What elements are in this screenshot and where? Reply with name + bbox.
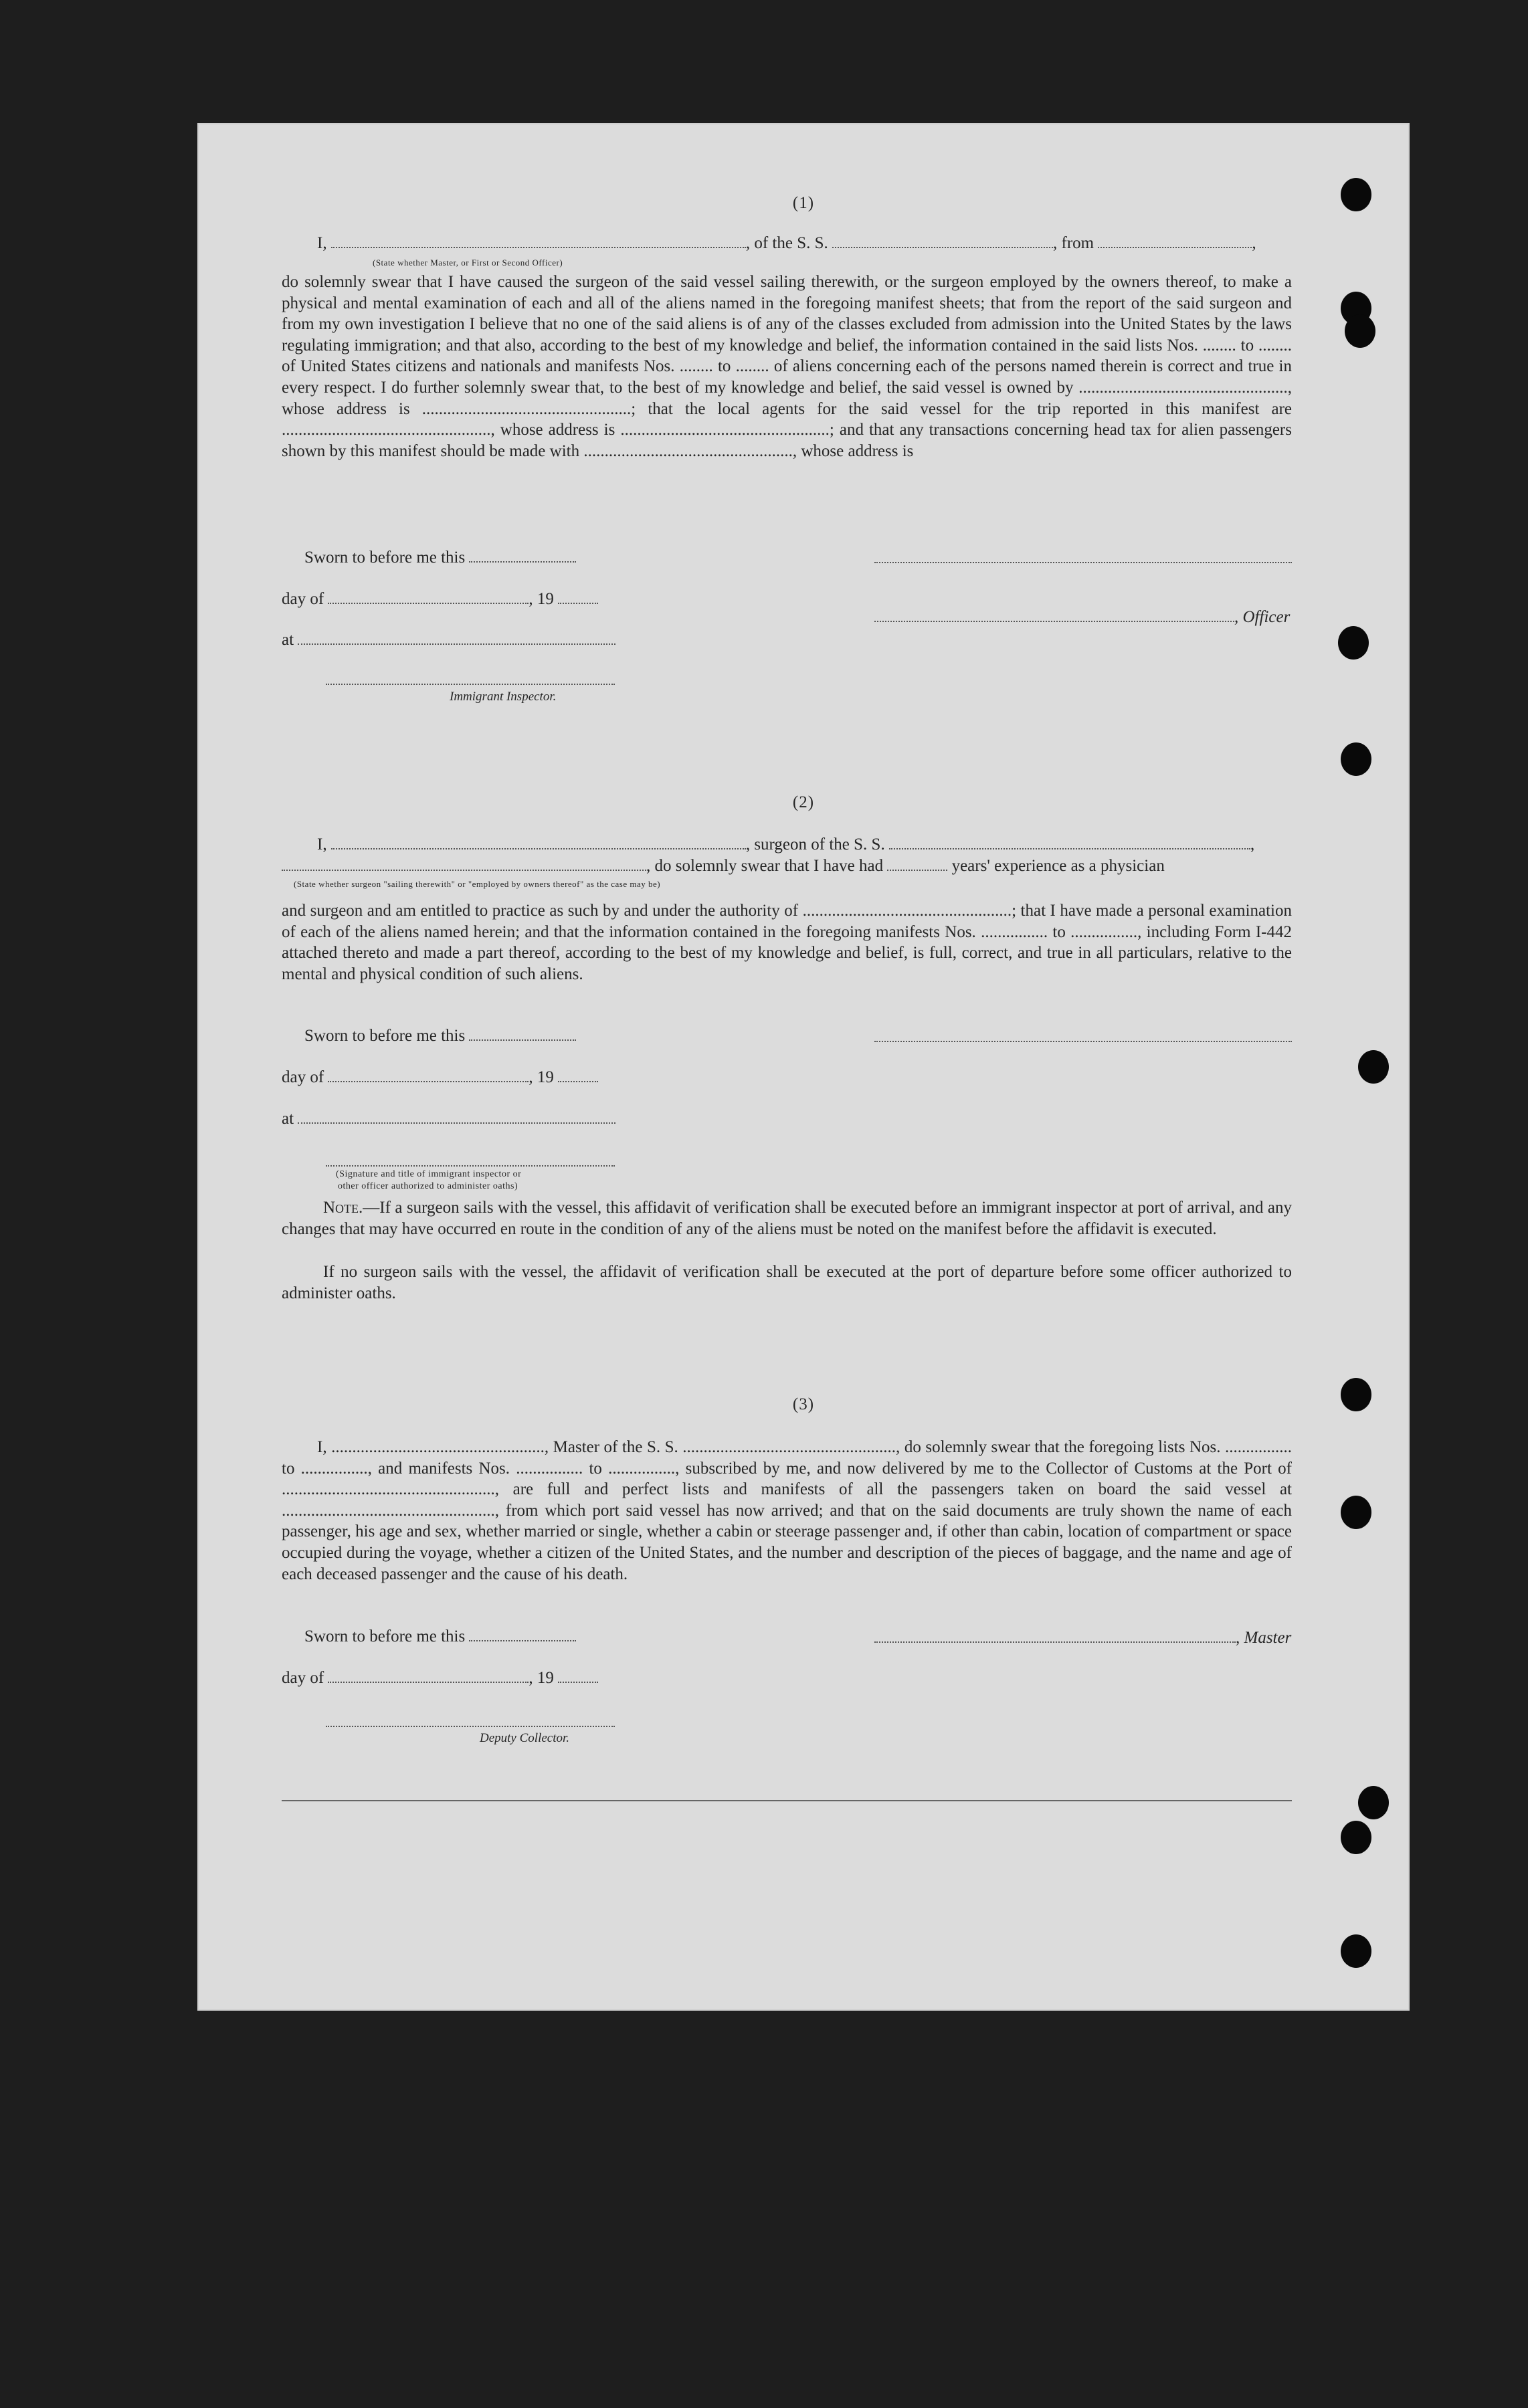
sworn-date-field[interactable] xyxy=(469,548,576,563)
master-signature xyxy=(874,1628,1291,1647)
inspector-signature-line[interactable] xyxy=(326,684,615,685)
at-place-field[interactable] xyxy=(298,630,615,645)
label-swear: , do solemnly swear that I have had xyxy=(646,857,884,875)
collector-signature-line[interactable] xyxy=(326,1726,615,1727)
surgeon-status-field[interactable] xyxy=(282,856,646,871)
at-place-field[interactable] xyxy=(298,1109,615,1124)
label-i: I, xyxy=(317,835,327,854)
day-of-label: day of xyxy=(282,590,324,608)
section-2-oath-text: and surgeon and am entitled to practice as such by and under the authority of ..................................................; that I have made a personal examination of each of the aliens named herein; and that the information contained in the foregoing manifests Nos. ................ to ................, including Form I-442 attached thereto and made a part thereof, according to the best of my knowledge and belief, is full, correct, and true in all particulars, relative to the mental and physical condition of such aliens. xyxy=(282,902,1292,983)
day-of-label: day of xyxy=(282,1669,324,1687)
section-1-first-line xyxy=(317,233,1256,253)
note-paragraph-1 xyxy=(282,1197,1292,1239)
section-2-day-of xyxy=(282,1068,598,1087)
section-2-first-line xyxy=(317,835,1254,854)
punch-hole xyxy=(1341,178,1371,211)
punch-hole xyxy=(1358,1786,1389,1819)
sworn-date-field[interactable] xyxy=(469,1627,576,1641)
day-of-label: day of xyxy=(282,1068,324,1086)
officer-name-field[interactable] xyxy=(331,233,746,248)
master-signature-line[interactable] xyxy=(874,1628,1236,1643)
comma: , xyxy=(1252,234,1256,252)
year-field[interactable] xyxy=(558,1068,598,1082)
signature-caption-line-1: (Signature and title of immigrant inspector or xyxy=(336,1169,522,1179)
vessel-name-field[interactable] xyxy=(832,233,1053,248)
officer-signature-line-2[interactable] xyxy=(874,607,1234,622)
punch-hole xyxy=(1338,626,1369,660)
inspector-signature-line[interactable] xyxy=(326,1165,615,1167)
punch-hole xyxy=(1341,1496,1371,1529)
punch-hole xyxy=(1345,314,1375,348)
day-of-field[interactable] xyxy=(328,1668,529,1683)
surgeon-status-caption: (State whether surgeon "sailing therewith" or "employed by owners thereof" as the case may be) xyxy=(294,879,661,889)
surgeon-signature-line[interactable] xyxy=(874,1041,1292,1042)
section-1-number: (1) xyxy=(792,194,815,212)
year-label: , 19 xyxy=(529,590,554,608)
section-1-oath-text: do solemnly swear that I have caused the surgeon of the said vessel sailing therewith, or the surgeon employed by the owners thereof, to make a physical and mental examination of each and all of the aliens named in the foregoing manifest sheets; that from the report of the said surgeon and from my own investigation I believe that no one of the said aliens is of any of the classes excluded from admission into the United States by the laws regulating immigration; and that also, according to the best of my knowledge and belief, the information contained in the said lists Nos. ........ to ........ of United States citizens and nationals and manifests Nos. ........ to ........ of aliens concerning each of the persons named therein is correct and true in every respect. I do further solemnly swear that, to the best of my knowledge and belief, the said vessel is owned by .................................................., whose address is ..................................................; that the local agents for the said vessel for the trip reported in this manifest are .................................................., whose address is ..................................................; and that any transactions concerning head tax for alien passengers shown by this manifest should be made with .................................................., whose address is xyxy=(282,273,1292,460)
sworn-label: Sworn to before me this xyxy=(304,1627,466,1645)
punch-hole xyxy=(1341,742,1371,776)
section-1-at xyxy=(282,630,615,649)
section-2-sworn xyxy=(304,1026,576,1045)
section-3-sworn xyxy=(304,1627,576,1646)
form-sheet xyxy=(199,124,1408,2009)
signature-caption-line-2: other officer authorized to administer oaths) xyxy=(338,1181,518,1191)
section-3-number: (3) xyxy=(792,1395,815,1413)
master-label: , Master xyxy=(1236,1629,1292,1647)
officer-rank-caption: (State whether Master, or First or Second Officer) xyxy=(373,258,563,268)
officer-label: , Officer xyxy=(1234,608,1291,626)
label-i: I, xyxy=(317,234,327,252)
section-1-day-of xyxy=(282,589,598,609)
label-years-experience: years' experience as a physician xyxy=(951,857,1165,875)
year-field[interactable] xyxy=(558,589,598,604)
sworn-label: Sworn to before me this xyxy=(304,1027,466,1045)
deputy-collector-caption: Deputy Collector. xyxy=(480,1731,570,1745)
note-label: Note. xyxy=(323,1199,363,1217)
day-of-field[interactable] xyxy=(328,589,529,604)
section-3-oath-text: I, ..................................................., Master of the S. S. ..................................................., do solemnly swear that the foregoing lists Nos. ................ to ................, and manifests Nos. ................ to ................, subscribed by me, and now delivered by me to the Collector of Customs at the Port of ..................................................., are full and perfect lists and manifests of all the passengers taken on board the said vessel at ..................................................., from which port said vessel has now arrived; and that on the said documents are truly shown the name of each passenger, his age and sex, whether married or single, whether a cabin or steerage passenger and, if other than cabin, location of compartment or space occupied during the voyage, whether a citizen of the United States, and the number and description of the pieces of baggage, and the name and age of each deceased passenger and the cause of his death. xyxy=(282,1438,1292,1583)
punch-hole xyxy=(1341,1378,1371,1411)
sworn-label: Sworn to before me this xyxy=(304,548,466,567)
comma: , xyxy=(1250,835,1255,854)
section-2-second-line xyxy=(282,856,1165,876)
year-label: , 19 xyxy=(529,1068,554,1086)
year-field[interactable] xyxy=(558,1668,598,1683)
note-text-1: —If a surgeon sails with the vessel, this affidavit of verification shall be executed before an immigrant inspector at port of arrival, and any changes that may have occurred en route in the condition of any of the aliens must be noted on the manifest before the affidavit is executed. xyxy=(282,1199,1292,1238)
punch-hole xyxy=(1341,1821,1371,1854)
at-label: at xyxy=(282,1110,294,1128)
sworn-date-field[interactable] xyxy=(469,1026,576,1041)
officer-signature-line-1[interactable] xyxy=(874,562,1292,563)
bottom-rule xyxy=(282,1800,1292,1801)
at-label: at xyxy=(282,631,294,649)
label-from: , from xyxy=(1053,234,1094,252)
note-paragraph-2: If no surgeon sails with the vessel, the affidavit of verification shall be executed at the port of departure before some officer authorized to administer oaths. xyxy=(282,1263,1292,1302)
immigrant-inspector-caption: Immigrant Inspector. xyxy=(450,690,557,704)
surgeon-name-field[interactable] xyxy=(331,835,746,849)
label-of-ss: , of the S. S. xyxy=(745,234,828,252)
officer-signature xyxy=(874,607,1290,627)
surgeon-vessel-field[interactable] xyxy=(889,835,1250,849)
years-experience-field[interactable] xyxy=(887,856,947,871)
year-label: , 19 xyxy=(529,1669,554,1687)
section-3-day-of xyxy=(282,1668,598,1688)
section-1-sworn xyxy=(304,548,576,567)
section-2-at xyxy=(282,1109,615,1128)
label-surgeon-of-ss: , surgeon of the S. S. xyxy=(745,835,885,854)
day-of-field[interactable] xyxy=(328,1068,529,1082)
punch-hole xyxy=(1358,1050,1389,1084)
punch-hole xyxy=(1341,1934,1371,1968)
section-2-number: (2) xyxy=(792,793,815,811)
departure-port-field[interactable] xyxy=(1098,233,1252,248)
